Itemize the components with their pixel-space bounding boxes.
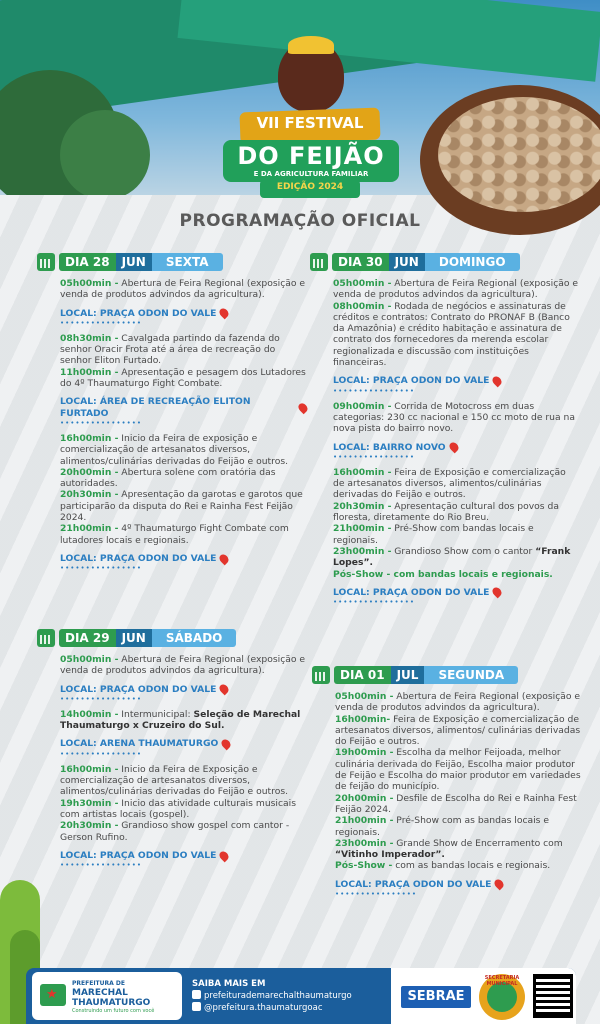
schedule-item xyxy=(335,691,582,714)
schedule-text: Intermunicipal: xyxy=(118,708,191,720)
schedule-item xyxy=(60,709,307,732)
saiba-mais-label: SAIBA MAIS EM xyxy=(192,979,266,989)
schedule-text: Abertura de Feira Regional (exposição e venda de produtos advindos da agricultura). xyxy=(333,278,579,301)
schedule-text: Corrida de Motocross em duas categorias: 230 cc nacional e 150 cc moto de rua na nova pista do bairro novo. xyxy=(333,400,576,435)
schedule-item xyxy=(333,501,580,524)
schedule-text: Apresentação cultural dos povos da floresta, diretamente do Rio Breu. xyxy=(333,500,559,524)
schedule-time: 20h00min - xyxy=(60,466,119,478)
star-icon: ★ xyxy=(46,987,58,1002)
logo-year: EDIÇÃO 2024 xyxy=(276,182,344,192)
schedule-text: Rodada de negócios e assinaturas de créditos e contratos: Contrato do PRONAF B (Banco da Amazônia) e crédito habitação e assinatura de contrato dos fornecedores da merenda escolar regionalizada e discussão com instituições financeiras. xyxy=(333,300,570,369)
map-pin-icon xyxy=(447,441,460,454)
day-label: DIA 01 xyxy=(334,666,391,684)
schedule-text: Inicio da Feira de Exposição e comercialização de artesanatos diversos, alimentos/culinárias derivadas do Feijão e outros. xyxy=(60,763,289,798)
schedule-text: Feira de Exposição e comercialização de artesanatos diversos, alimentos/culinárias derivadas do Feijão e outros. xyxy=(333,466,566,501)
schedule-item xyxy=(60,820,307,843)
qr-code-icon[interactable] xyxy=(533,974,573,1018)
schedule-text: Inicio das atividade culturais musicais com artistas locais (gospel). xyxy=(60,797,297,820)
schedule-item xyxy=(60,467,307,490)
location-label: LOCAL: ÁREA DE RECREAÇÃO ELITON FURTADO xyxy=(60,396,307,419)
schedule-item xyxy=(60,278,307,301)
dotted-divider: •••••••••••••••• xyxy=(333,598,416,607)
map-pin-icon xyxy=(491,375,504,388)
schedule-time: 19h00min - xyxy=(335,747,394,759)
schedule-time: 19h30min - xyxy=(60,797,119,809)
sebrae-logo: SEBRAE xyxy=(401,986,471,1008)
schedule-time: 14h00min - xyxy=(60,708,119,720)
calendar-icon xyxy=(37,629,55,647)
schedule-list xyxy=(37,654,307,869)
schedule-item xyxy=(60,333,307,367)
pref-line3: Construindo um futuro com você xyxy=(72,1008,155,1014)
day-section xyxy=(310,252,580,612)
schedule-item xyxy=(335,815,582,838)
schedule-text: Cavalgada partindo da fazenda do senhor Oracir Frota até a área de recreação do senhor Eliton Furtado. xyxy=(60,332,280,367)
day-header xyxy=(310,252,580,272)
dotted-divider: •••••••••••••••• xyxy=(335,890,418,899)
schedule-list xyxy=(37,278,307,572)
map-pin-icon xyxy=(218,849,231,862)
footer-bar xyxy=(26,968,576,1024)
schedule-text: Pré-Show com as bandas locais e regionais. xyxy=(335,815,550,838)
schedule-time: 20h30min - xyxy=(60,489,119,501)
schedule-text: Abertura solene com oratória das autoridades. xyxy=(60,466,276,490)
schedule-list xyxy=(312,691,582,898)
weekday-label: DOMINGO xyxy=(425,253,520,271)
schedule-highlight: com bandas locais e regionais. xyxy=(390,568,553,580)
location-label: LOCAL: PRAÇA ODON DO VALE xyxy=(60,850,307,861)
day-header xyxy=(37,628,307,648)
dotted-divider: •••••••••••••••• xyxy=(60,749,143,758)
schedule-time: 16h00min - xyxy=(333,466,392,478)
schedule-time: 05h00min - xyxy=(60,278,119,289)
schedule-time: 21h00min - xyxy=(333,523,392,535)
schedule-time: Pós-Show - xyxy=(335,860,393,872)
schedule-item xyxy=(60,489,307,523)
schedule-text: Pré-Show com bandas locais e regionais. xyxy=(333,523,534,546)
weekday-label: SEXTA xyxy=(152,253,223,271)
schedule-time: 05h00min - xyxy=(335,691,394,702)
schedule-highlight: “Vitinho Imperador”. xyxy=(335,849,445,861)
dotted-divider: •••••••••••••••• xyxy=(60,318,143,327)
schedule-time: 16h00min - xyxy=(60,763,119,775)
schedule-time: 20h30min - xyxy=(333,500,392,512)
schedule-time: 08h00min - xyxy=(333,300,392,312)
decorative-forest xyxy=(60,110,150,200)
schedule-time: 11h00min - xyxy=(60,366,119,378)
location-label: LOCAL: PRAÇA ODON DO VALE xyxy=(335,879,582,890)
schedule-time: Pós-Show - xyxy=(333,568,391,580)
map-pin-icon xyxy=(220,738,233,751)
schedule-text: Abertura de Feira Regional (exposição e venda de produtos advindos da agricultura). xyxy=(60,654,306,677)
schedule-text: Grandioso Show com o cantor xyxy=(391,545,533,557)
dotted-divider: •••••••••••••••• xyxy=(60,861,143,870)
calendar-icon xyxy=(310,253,328,271)
schedule-item xyxy=(335,714,582,748)
schedule-time: 23h00min - xyxy=(335,837,394,849)
map-pin-icon xyxy=(491,586,504,599)
schedule-item xyxy=(333,278,580,301)
facebook-link[interactable]: prefeiturademarechalthaumaturgo xyxy=(192,990,362,1002)
month-label: JUN xyxy=(116,253,152,271)
map-pin-icon xyxy=(218,683,231,696)
schedule-item xyxy=(333,523,580,546)
schedule-time: 20h30min - xyxy=(60,820,119,832)
weekday-label: SÁBADO xyxy=(152,629,237,647)
schedule-time: 16h00min- xyxy=(335,713,391,725)
schedule-text: Feira de Exposição e comercialização de artesanatos diversos, alimentos/ culinárias derivadas do Feijão e outros. xyxy=(335,713,581,748)
location-label: LOCAL: ARENA THAUMATURGO xyxy=(60,738,307,749)
day-section xyxy=(312,665,582,904)
hat-icon xyxy=(288,36,334,54)
schedule-text: com as bandas locais e regionais. xyxy=(392,860,551,872)
schedule-text: Inicio da Feira de exposição e comercialização de artesanatos diversos, alimentos/culinárias derivadas do Feijão e outros. xyxy=(60,432,289,467)
schedule-time: 16h00min - xyxy=(60,432,119,444)
schedule-time: 05h00min - xyxy=(60,654,119,665)
pref-line2: MARECHAL THAUMATURGO xyxy=(72,988,151,1008)
schedule-text: Grandioso show gospel com cantor - Gerson Rufino. xyxy=(60,820,290,843)
map-pin-icon xyxy=(493,878,506,891)
calendar-icon xyxy=(37,253,55,271)
schedule-time: 21h00min - xyxy=(60,523,119,535)
logo-title: DO FEIJÃO xyxy=(237,142,385,170)
location-label: LOCAL: PRAÇA ODON DO VALE xyxy=(333,375,580,386)
schedule-time: 08h30min - xyxy=(60,332,119,344)
schedule-highlight: Seleção de Marechal Thaumaturgo x Cruzeiro do Sul. xyxy=(60,708,301,732)
schedule-item xyxy=(335,860,582,871)
weekday-label: SEGUNDA xyxy=(424,666,518,684)
schedule-item xyxy=(60,433,307,467)
schedule-text: Grande Show de Encerramento com xyxy=(393,837,563,849)
schedule-text: Apresentação da garotas e garotos que participarão da disputa do Rei e Rainha Fest Feijão 2024. xyxy=(60,489,303,524)
schedule-text: Desfile de Escolha do Rei e Rainha Fest Feijão 2024. xyxy=(335,792,577,815)
dotted-divider: •••••••••••••••• xyxy=(60,564,143,573)
dotted-divider: •••••••••••••••• xyxy=(333,452,416,461)
schedule-item xyxy=(60,367,307,390)
day-section xyxy=(37,252,307,578)
month-label: JUN xyxy=(116,629,152,647)
month-label: JUN xyxy=(389,253,425,271)
schedule-time: 05h00min - xyxy=(333,278,392,289)
day-header xyxy=(37,252,307,272)
schedule-item xyxy=(333,569,580,580)
prefeitura-logo xyxy=(32,972,182,1020)
partner-logos xyxy=(391,968,576,1024)
map-pin-icon xyxy=(218,307,231,320)
day-section xyxy=(37,628,307,875)
day-header xyxy=(312,665,582,685)
schedule-item xyxy=(60,798,307,821)
facebook-icon xyxy=(192,990,201,999)
day-label: DIA 28 xyxy=(59,253,116,271)
schedule-item xyxy=(333,401,580,435)
calendar-icon xyxy=(312,666,330,684)
dotted-divider: •••••••••••••••• xyxy=(60,418,143,427)
page-title: PROGRAMAÇÃO OFICIAL xyxy=(179,211,421,231)
location-label: LOCAL: PRAÇA ODON DO VALE xyxy=(60,553,307,564)
instagram-link[interactable]: @prefeitura.thaumaturgoac xyxy=(192,1002,362,1014)
schedule-text: Abertura de Feira Regional (exposição e venda de produtos advindos da agricultura). xyxy=(335,691,581,714)
location-label: LOCAL: PRAÇA ODON DO VALE xyxy=(333,587,580,598)
location-label: LOCAL: PRAÇA ODON DO VALE xyxy=(60,308,307,319)
festival-logo xyxy=(205,40,415,205)
map-pin-icon xyxy=(218,552,231,565)
schedule-text: Abertura de Feira Regional (exposição e venda de produtos advindos da agricultura). xyxy=(60,278,306,301)
dotted-divider: •••••••••••••••• xyxy=(333,386,416,395)
schedule-time: 21h00min - xyxy=(335,815,394,827)
dotted-divider: •••••••••••••••• xyxy=(60,694,143,703)
instagram-icon xyxy=(192,1002,201,1011)
schedule-text: 4º Thaumaturgo Fight Combate com lutadores locais e regionais. xyxy=(60,523,289,546)
month-label: JUL xyxy=(391,666,425,684)
schedule-item xyxy=(333,467,580,501)
schedule-time: 20h00min - xyxy=(335,792,394,804)
logo-subtitle: E DA AGRICULTURA FAMILIAR xyxy=(253,170,369,178)
schedule-list xyxy=(310,278,580,606)
location-label: LOCAL: BAIRRO NOVO xyxy=(333,442,580,453)
schedule-item xyxy=(335,747,582,792)
pref-line1: PREFEITURA DE xyxy=(72,980,125,987)
schedule-time: 09h00min - xyxy=(333,400,392,412)
location-label: LOCAL: PRAÇA ODON DO VALE xyxy=(60,684,307,695)
schedule-item xyxy=(335,838,582,861)
day-label: DIA 29 xyxy=(59,629,116,647)
schedule-text: Apresentação e pesagem dos Lutadores do 4º Thaumaturgo Fight Combate. xyxy=(60,366,306,390)
schedule-item xyxy=(60,764,307,798)
logo-edition: VII FESTIVAL xyxy=(256,114,364,132)
social-links xyxy=(192,978,362,1014)
day-label: DIA 30 xyxy=(332,253,389,271)
schedule-time: 23h00min - xyxy=(333,545,392,557)
schedule-item xyxy=(60,523,307,546)
secretaria-logo: SECRETARIA MUNICIPAL xyxy=(479,974,525,1020)
schedule-highlight: “Frank Lopes”. xyxy=(333,545,571,569)
schedule-item xyxy=(333,301,580,369)
schedule-item xyxy=(60,654,307,677)
schedule-item xyxy=(335,793,582,816)
schedule-text: Escolha da melhor Feijoada, melhor culinária derivada do Feijão, Escolha maior produtor de Feijão e Escolha do maior produtor em variedades de feijão do município. xyxy=(335,747,581,793)
schedule-item xyxy=(333,546,580,569)
